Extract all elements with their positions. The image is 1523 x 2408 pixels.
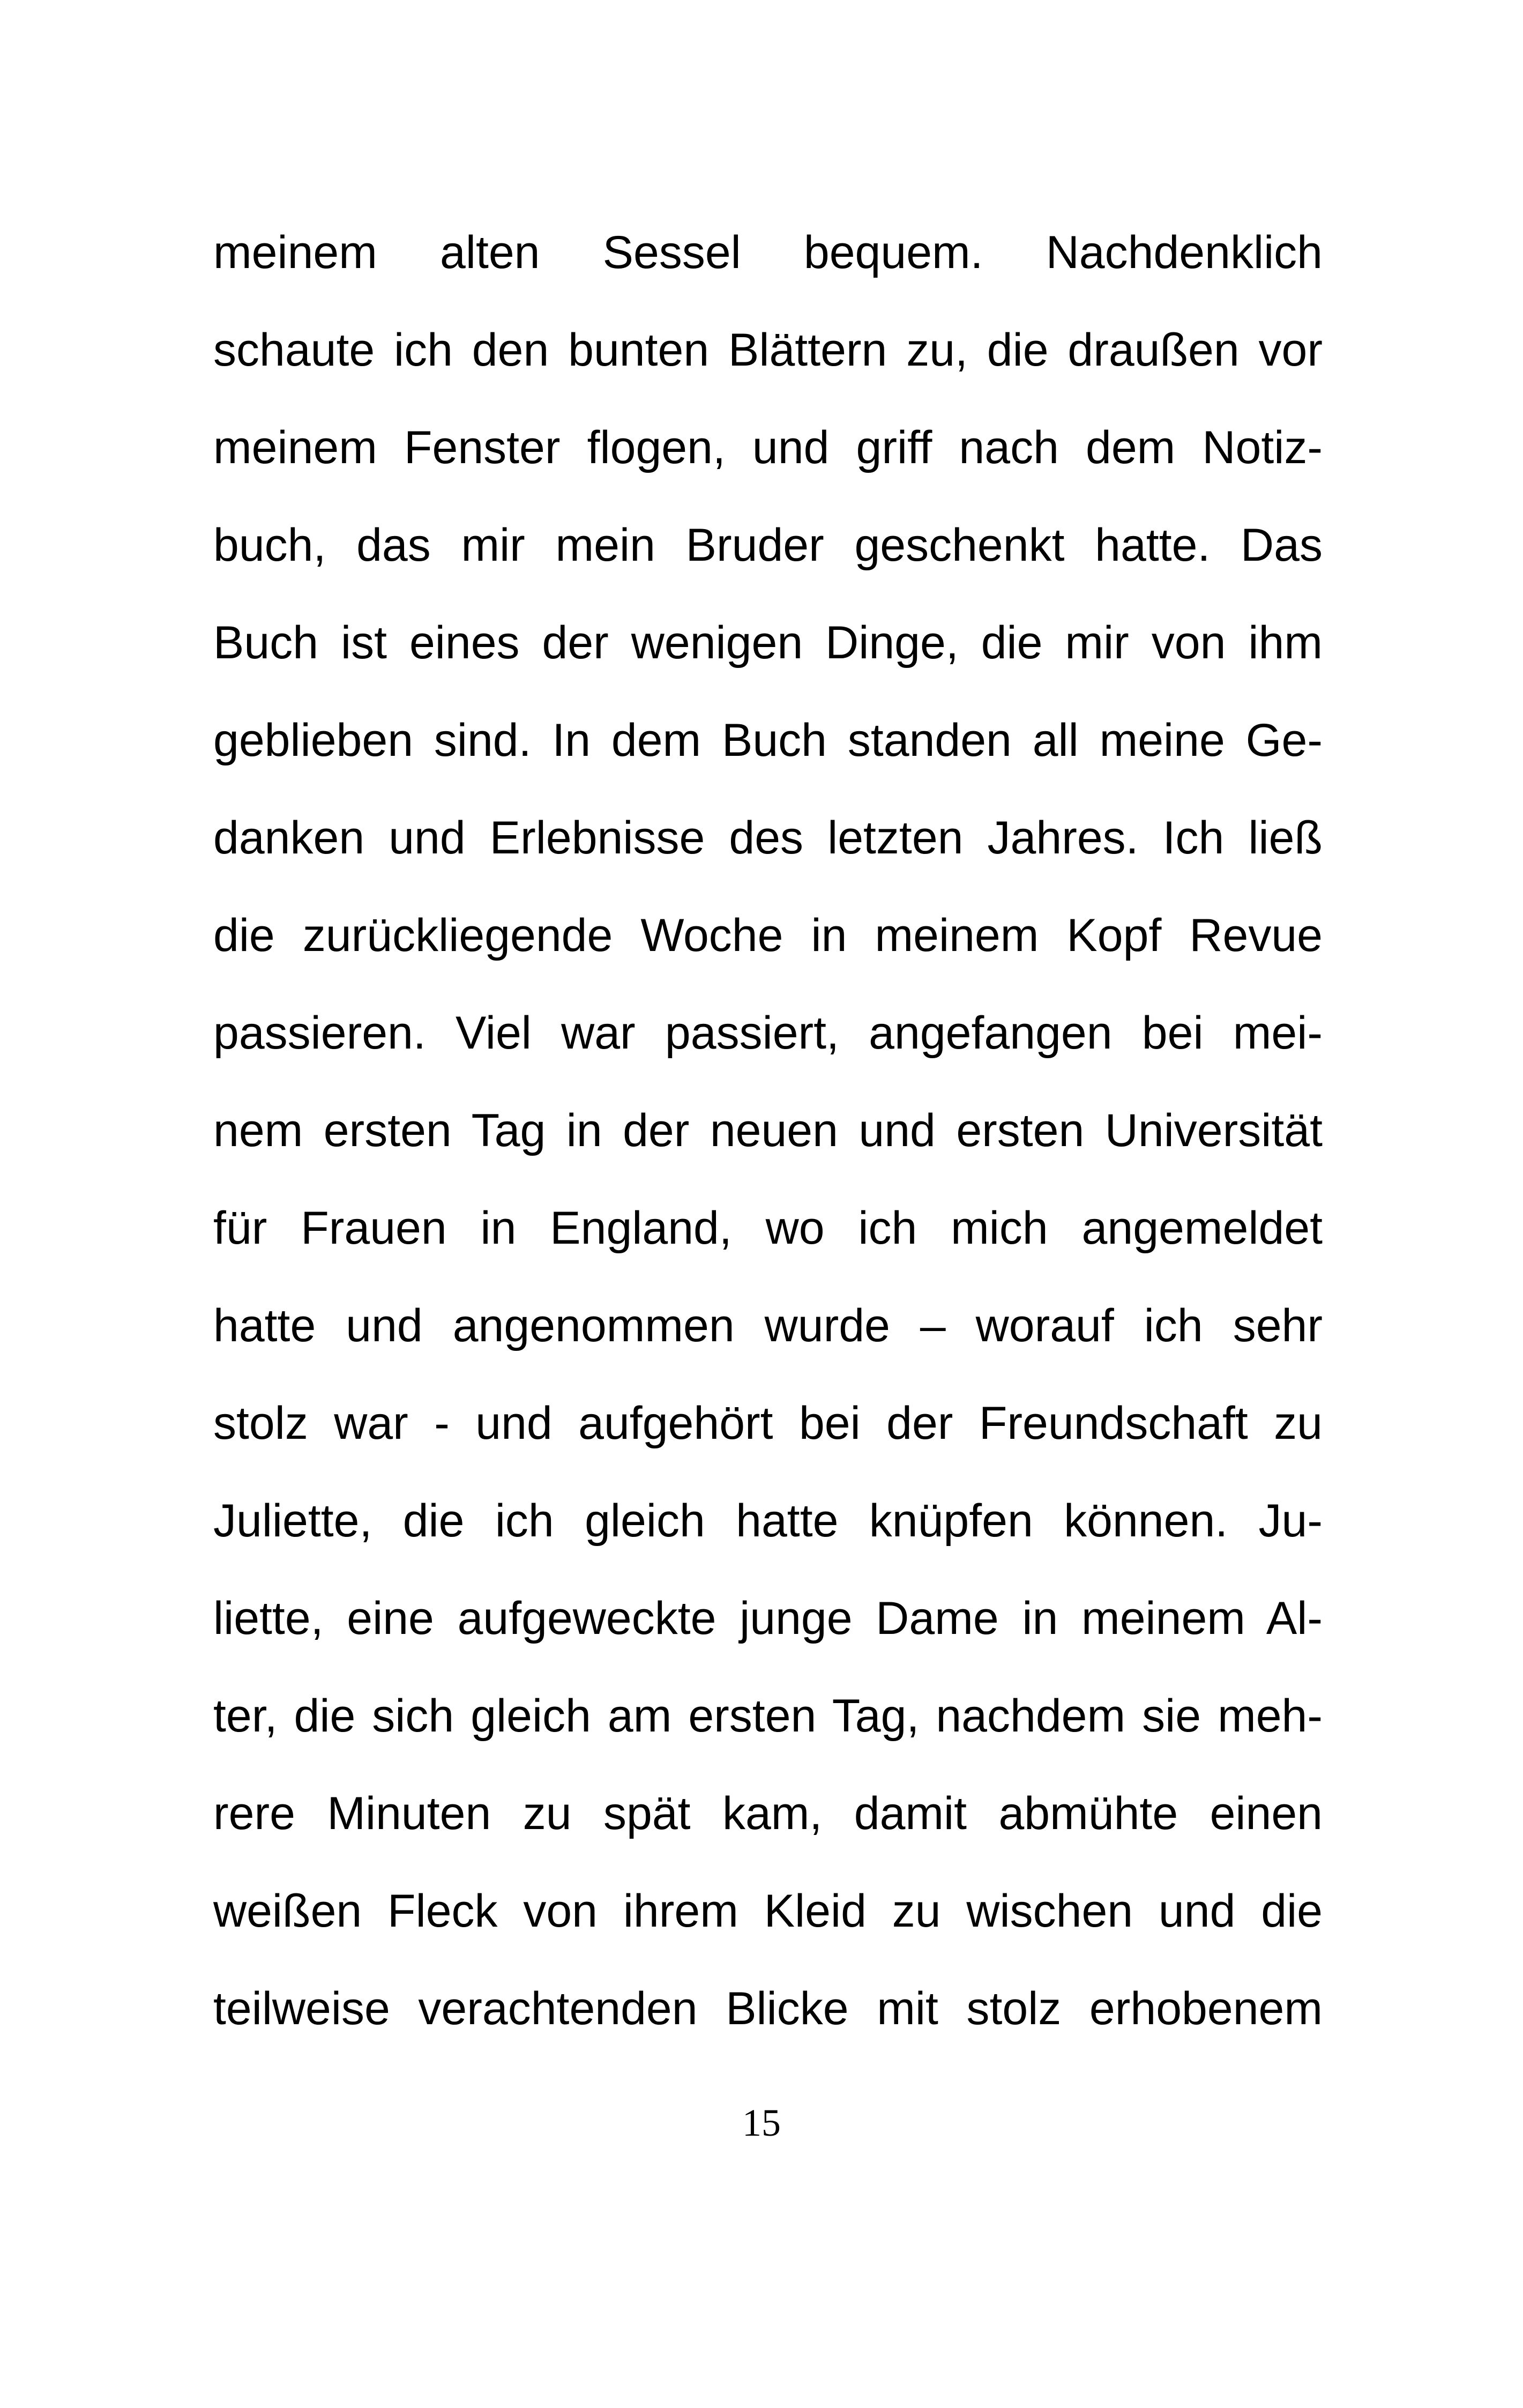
- text-line-13: stolz war - und aufgehört bei der Freundschaft zu: [213, 1398, 1323, 1449]
- text-line-4: buch, das mir mein Bruder geschenkt hatte. Das: [213, 519, 1323, 571]
- text-line-18: weißen Fleck von ihrem Kleid zu wischen und die: [213, 1885, 1323, 1937]
- text-line-7: danken und Erlebnisse des letzten Jahres. Ich ließ: [213, 812, 1323, 864]
- text-line-9: passieren. Viel war passiert, angefangen bei mei-: [213, 1007, 1323, 1059]
- text-line-14: Juliette, die ich gleich hatte knüpfen können. Ju-: [213, 1495, 1323, 1547]
- text-line-19: teilweise verachtenden Blicke mit stolz erhobenem: [213, 1983, 1323, 2034]
- text-line-8: die zurückliegende Woche in meinem Kopf Revue: [213, 910, 1323, 961]
- text-line-16: ter, die sich gleich am ersten Tag, nachdem sie meh-: [213, 1690, 1323, 1742]
- text-line-11: für Frauen in England, wo ich mich angemeldet: [213, 1202, 1323, 1254]
- text-line-3: meinem Fenster flogen, und griff nach dem Notiz-: [213, 422, 1323, 473]
- text-line-1: meinem alten Sessel bequem. Nachdenklich: [213, 227, 1323, 278]
- page-number: 15: [742, 2101, 781, 2144]
- text-line-15: liette, eine aufgeweckte junge Dame in meinem Al-: [213, 1593, 1323, 1644]
- text-line-12: hatte und angenommen wurde – worauf ich sehr: [213, 1300, 1323, 1351]
- text-line-6: geblieben sind. In dem Buch standen all meine Ge-: [213, 715, 1323, 766]
- text-line-10: nem ersten Tag in der neuen und ersten Universität: [213, 1105, 1323, 1156]
- text-line-2: schaute ich den bunten Blättern zu, die draußen vor: [213, 324, 1323, 376]
- text-line-5: Buch ist eines der wenigen Dinge, die mir von ihm: [213, 617, 1323, 668]
- text-line-17: rere Minuten zu spät kam, damit abmühte einen: [213, 1788, 1323, 1839]
